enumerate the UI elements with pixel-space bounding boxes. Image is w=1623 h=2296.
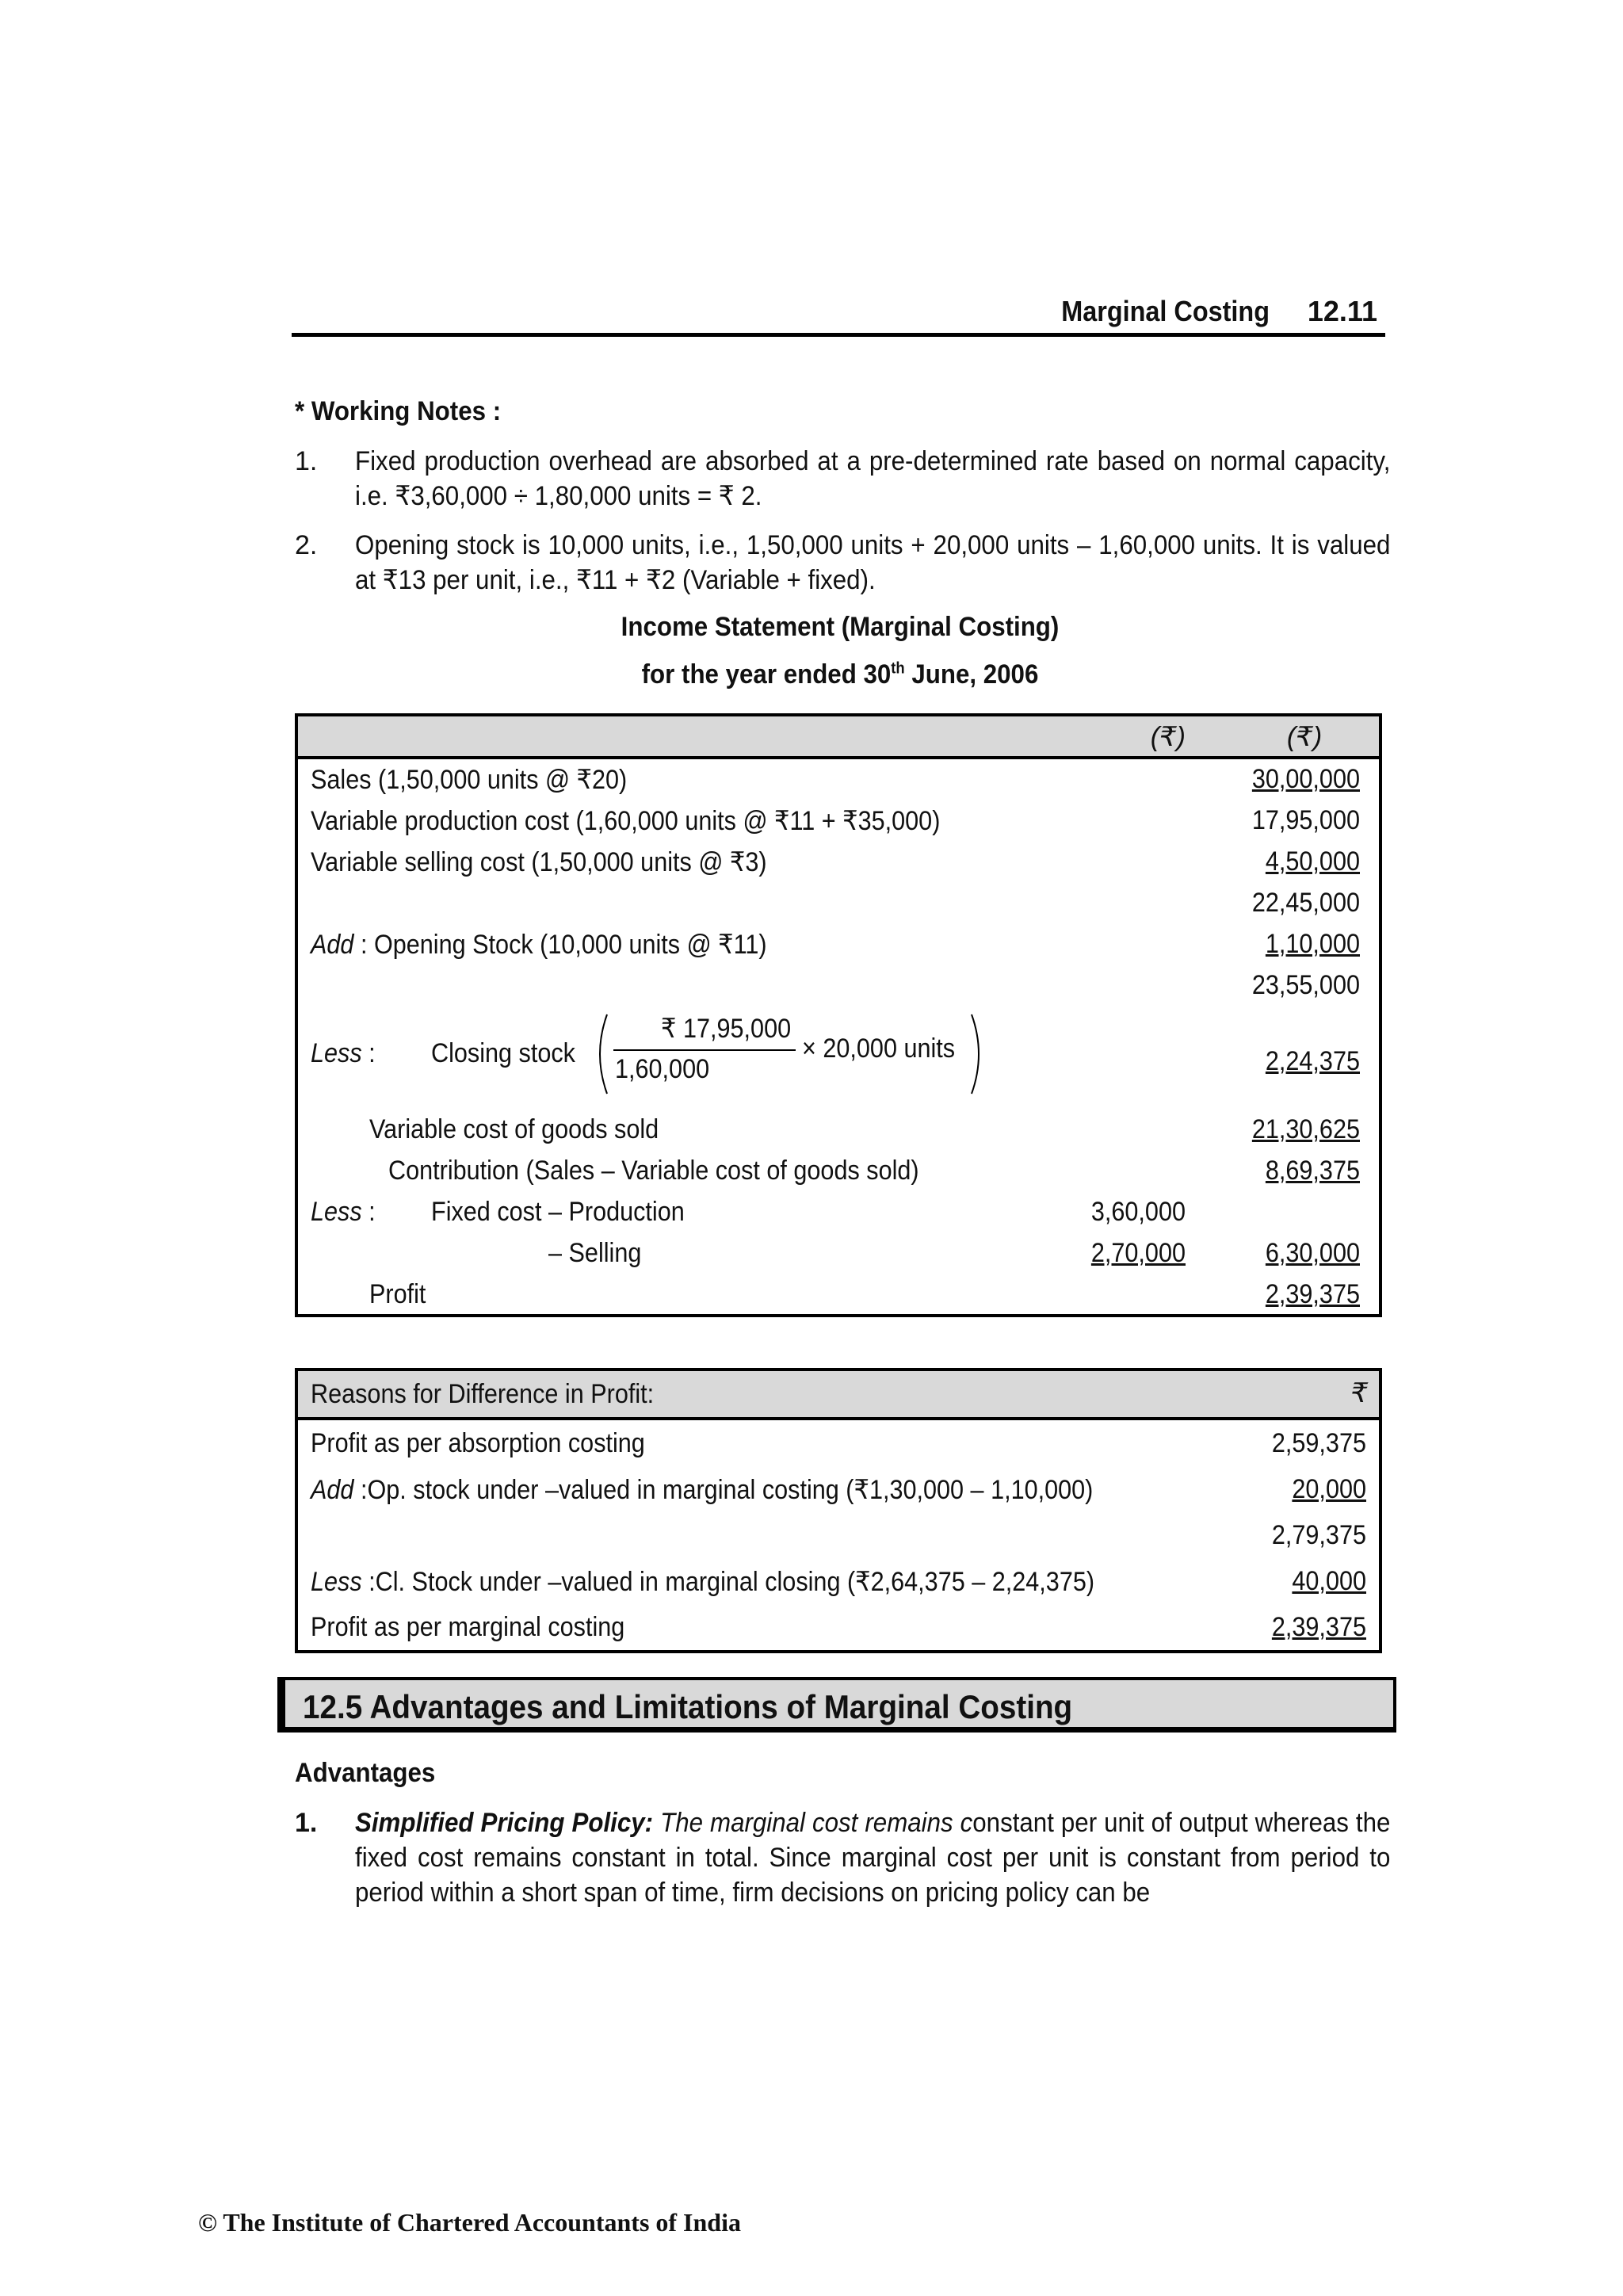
item-text: Simplified Pricing Policy: The marginal cost remains constant per unit of output whereas the fixed cost remains constant in total. Since marginal cost per unit is constant from period to period within a short span of time, firm decisions on pricing policy can be	[355, 1808, 1391, 1908]
working-note	[295, 444, 1391, 514]
advantage-item	[295, 1805, 1391, 1910]
table-row: Profit as per absorption costing 2,59,375	[311, 1428, 1366, 1458]
closing-stock-formula: ₹ 17,95,000 1,60,000 × 20,000 units	[590, 1010, 1002, 1098]
table-header	[298, 716, 1379, 759]
statement-subtitle: for the year ended 30th June, 2006	[641, 659, 1039, 690]
table-row: Variable cost of goods sold 21,30,625	[369, 1114, 1360, 1144]
running-title: Marginal Costing	[1061, 295, 1270, 327]
table-row: Less :Cl. Stock under –valued in marginal closing (₹2,64,375 – 2,24,375) 40,000	[311, 1566, 1366, 1597]
section-heading: 12.5 Advantages and Limitations of Marginal Costing	[277, 1677, 1396, 1733]
profit-difference-table	[295, 1368, 1382, 1653]
note-number: 2.	[295, 530, 318, 560]
statement-title: Income Statement (Marginal Costing)	[621, 612, 1060, 642]
table-header: Reasons for Difference in Profit: ₹	[298, 1371, 1379, 1420]
table-row: Less : Closing stock ₹ 17,95,000 1,60,000 × 20,000 units 2,24,375	[298, 1010, 1379, 1098]
table-row: Less : Fixed cost – Production 3,60,000	[311, 1197, 1186, 1227]
table-row: Add :Op. stock under –valued in marginal costing (₹1,30,000 – 1,10,000) 20,000	[311, 1474, 1366, 1505]
table-row: Add : Opening Stock (10,000 units @ ₹11) 1,10,000	[311, 929, 1360, 960]
page-header	[292, 295, 1385, 337]
note-number: 1.	[295, 446, 318, 476]
fraction-bar	[613, 1049, 796, 1051]
table-row: Variable selling cost (1,50,000 units @ ₹3) 4,50,000	[311, 846, 1360, 877]
table-row: – Selling 2,70,000 6,30,000	[548, 1238, 1360, 1268]
column-header-total: (₹)	[1286, 722, 1323, 752]
table-row: Profit 2,39,375	[369, 1279, 1360, 1309]
income-statement-table	[295, 713, 1382, 1317]
copyright-footer: © The Institute of Chartered Accountants of India	[198, 2208, 741, 2237]
table-row: 2,79,375	[1271, 1520, 1366, 1550]
working-notes-title: * Working Notes :	[295, 396, 502, 426]
advantages-heading: Advantages	[295, 1758, 436, 1788]
currency-symbol: ₹	[1350, 1378, 1368, 1408]
table-row: Sales (1,50,000 units @ ₹20) 30,00,000	[311, 764, 1360, 795]
table-row: Variable production cost (1,60,000 units @ ₹11 + ₹35,000) 17,95,000	[311, 805, 1360, 836]
page-number: 12.11	[1307, 295, 1377, 327]
working-note	[295, 528, 1391, 598]
table-row: 23,55,000	[1251, 970, 1360, 1000]
note-text: Fixed production overhead are absorbed at a pre-determined rate based on normal capacity, i.e. ₹3,60,000 ÷ 1,80,000 units = ₹ 2.	[355, 446, 1391, 511]
note-text: Opening stock is 10,000 units, i.e., 1,50,000 units + 20,000 units – 1,60,000 units. It is valued at ₹13 per unit, i.e., ₹11 + ₹2 (Variable + fixed).	[355, 530, 1391, 595]
column-header-amount: (₹)	[1150, 722, 1186, 752]
item-number: 1.	[295, 1808, 318, 1838]
table-row: Contribution (Sales – Variable cost of goods sold) 8,69,375	[388, 1156, 1360, 1186]
table-row: 22,45,000	[1251, 888, 1360, 918]
table-row: Profit as per marginal costing 2,39,375	[311, 1612, 1366, 1642]
